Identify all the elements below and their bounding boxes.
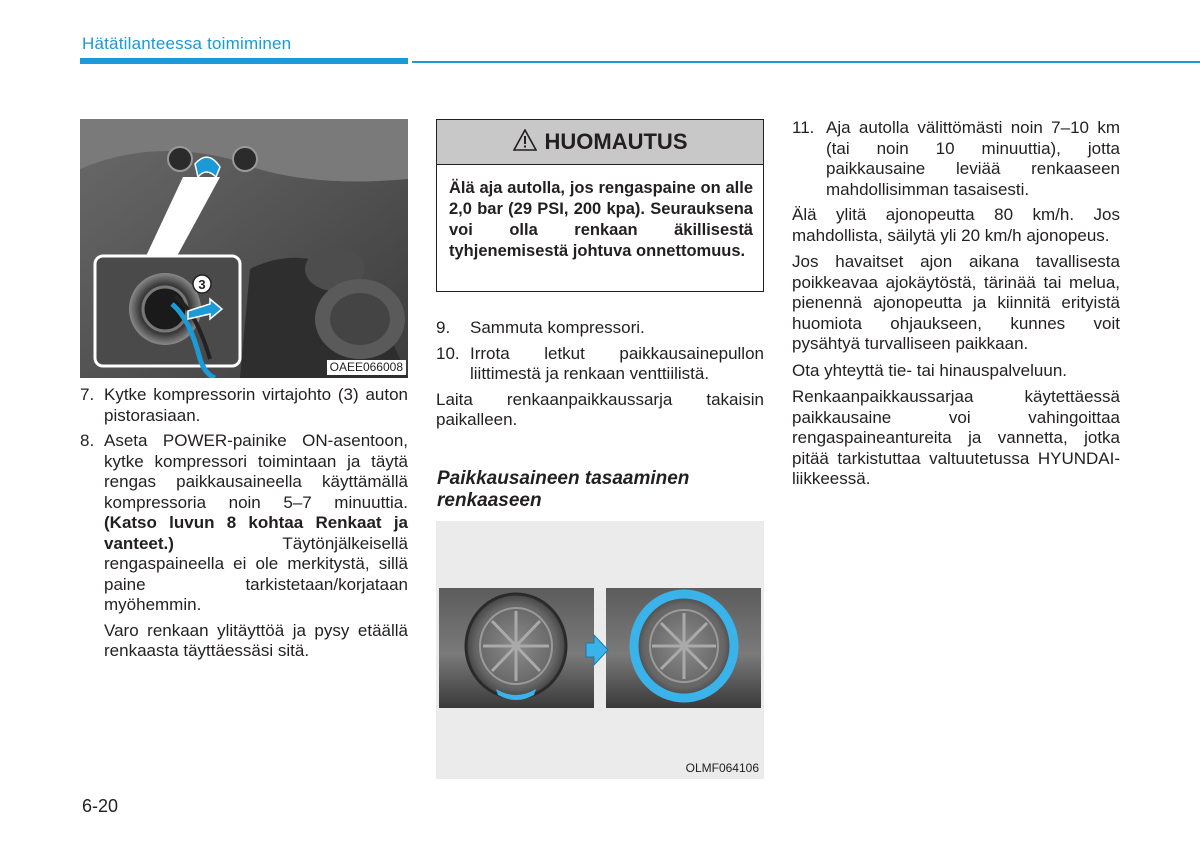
step-8 bbox=[80, 431, 408, 616]
step-10 bbox=[436, 344, 764, 385]
step-number: 9. bbox=[436, 318, 451, 337]
step-text-reference: (Katso luvun 8 kohtaa Renkaat ja vanteet.) bbox=[104, 513, 408, 553]
compressor-plug-photo bbox=[80, 119, 408, 378]
step-number: 7. bbox=[80, 385, 95, 404]
step-text: Kytke kompressorin virtajohto (3) auton pistorasiaan. bbox=[104, 385, 408, 425]
step-number: 10. bbox=[436, 343, 460, 363]
step-text: Irrota letkut paikkausainepullon liittimestä ja renkaan venttiilistä. bbox=[470, 343, 764, 383]
overfill-note: Varo renkaan ylitäyttöä ja pysy etäällä renkaasta täyttäessäsi sitä. bbox=[104, 620, 408, 660]
step-7 bbox=[80, 385, 408, 426]
step-text bbox=[104, 431, 408, 616]
tire-after-illustration bbox=[634, 594, 734, 698]
callout-number: 3 bbox=[198, 277, 206, 292]
paragraph: Ota yhteyttä tie- tai hinauspalveluun. bbox=[792, 360, 1067, 380]
step-9 bbox=[436, 318, 764, 339]
page-number: 6-20 bbox=[82, 796, 119, 816]
section-title: Hätätilanteessa toimiminen bbox=[82, 34, 292, 53]
sealant-distribution-figure bbox=[436, 521, 764, 779]
tire-before-illustration bbox=[466, 594, 566, 700]
warning-triangle-icon bbox=[513, 129, 537, 156]
notice-body: Älä aja autolla, jos rengaspaine on alle 2,0 bar (29 PSI, 200 kpa). Seurauksena voi olla renkaan äkillisestä tyhjenemisestä johtuva onnettomuus. bbox=[449, 179, 753, 260]
column-2 bbox=[436, 318, 764, 437]
step-number: 11. bbox=[792, 118, 815, 137]
header-rule-thin bbox=[412, 61, 1200, 63]
step-11 bbox=[792, 118, 1120, 200]
step-text-part: Täytönjälkeisellä rengaspaineella ei ole merkitystä, sillä paine tarkistetaan/korjataan myöhemmin. bbox=[104, 533, 408, 614]
figure-caption: OAEE066008 bbox=[327, 360, 406, 375]
subsection-heading: Paikkausaineen tasaaminen renkaaseen bbox=[437, 468, 690, 511]
notice-box bbox=[436, 119, 764, 292]
paragraph: Älä ylitä ajonopeutta 80 km/h. Jos mahdollista, säilytä yli 20 km/h ajonopeus. bbox=[792, 205, 1120, 245]
step-text: Aja autolla välittömästi noin 7–10 km (tai noin 10 minuuttia), jotta paikkausaine leviää renkaaseen mahdollisimman tasaisesti. bbox=[826, 118, 1120, 199]
step-text-part: Aseta POWER-painike ON-asentoon, kytke kompressori toimintaan ja täytä rengas paikkausaineella käyttämällä kompressoria noin 5–7 minuuttia. bbox=[104, 431, 408, 512]
column-1 bbox=[80, 385, 408, 668]
notice-title: HUOMAUTUS bbox=[544, 129, 688, 154]
paragraph: Jos havaitset ajon aikana tavallisesta poikkeavaa ajokäytöstä, tärinää tai melua, pienennä ajonopeutta ja kiinnitä erityistä huomiota ohjaukseen, kunnes voit pysähtyä turvalliseen paikkaan. bbox=[792, 252, 1120, 353]
step-number: 8. bbox=[80, 431, 95, 450]
header-rule-thick bbox=[80, 58, 408, 64]
figure-caption: OLMF064106 bbox=[683, 761, 762, 776]
paragraph: Renkaanpaikkaussarjaa käytettäessä paikkausaine voi vahingoittaa rengaspaineantureita ja vannetta, jotka pitää tarkistuttaa valtuutetussa HYUNDAI-liikkeessä. bbox=[792, 387, 1120, 488]
column-3 bbox=[792, 118, 1120, 496]
step-text: Sammuta kompressori. bbox=[470, 318, 645, 337]
notice-header bbox=[437, 120, 763, 165]
paragraph: Laita renkaanpaikkaussarja takaisin paikalleen. bbox=[436, 389, 764, 429]
